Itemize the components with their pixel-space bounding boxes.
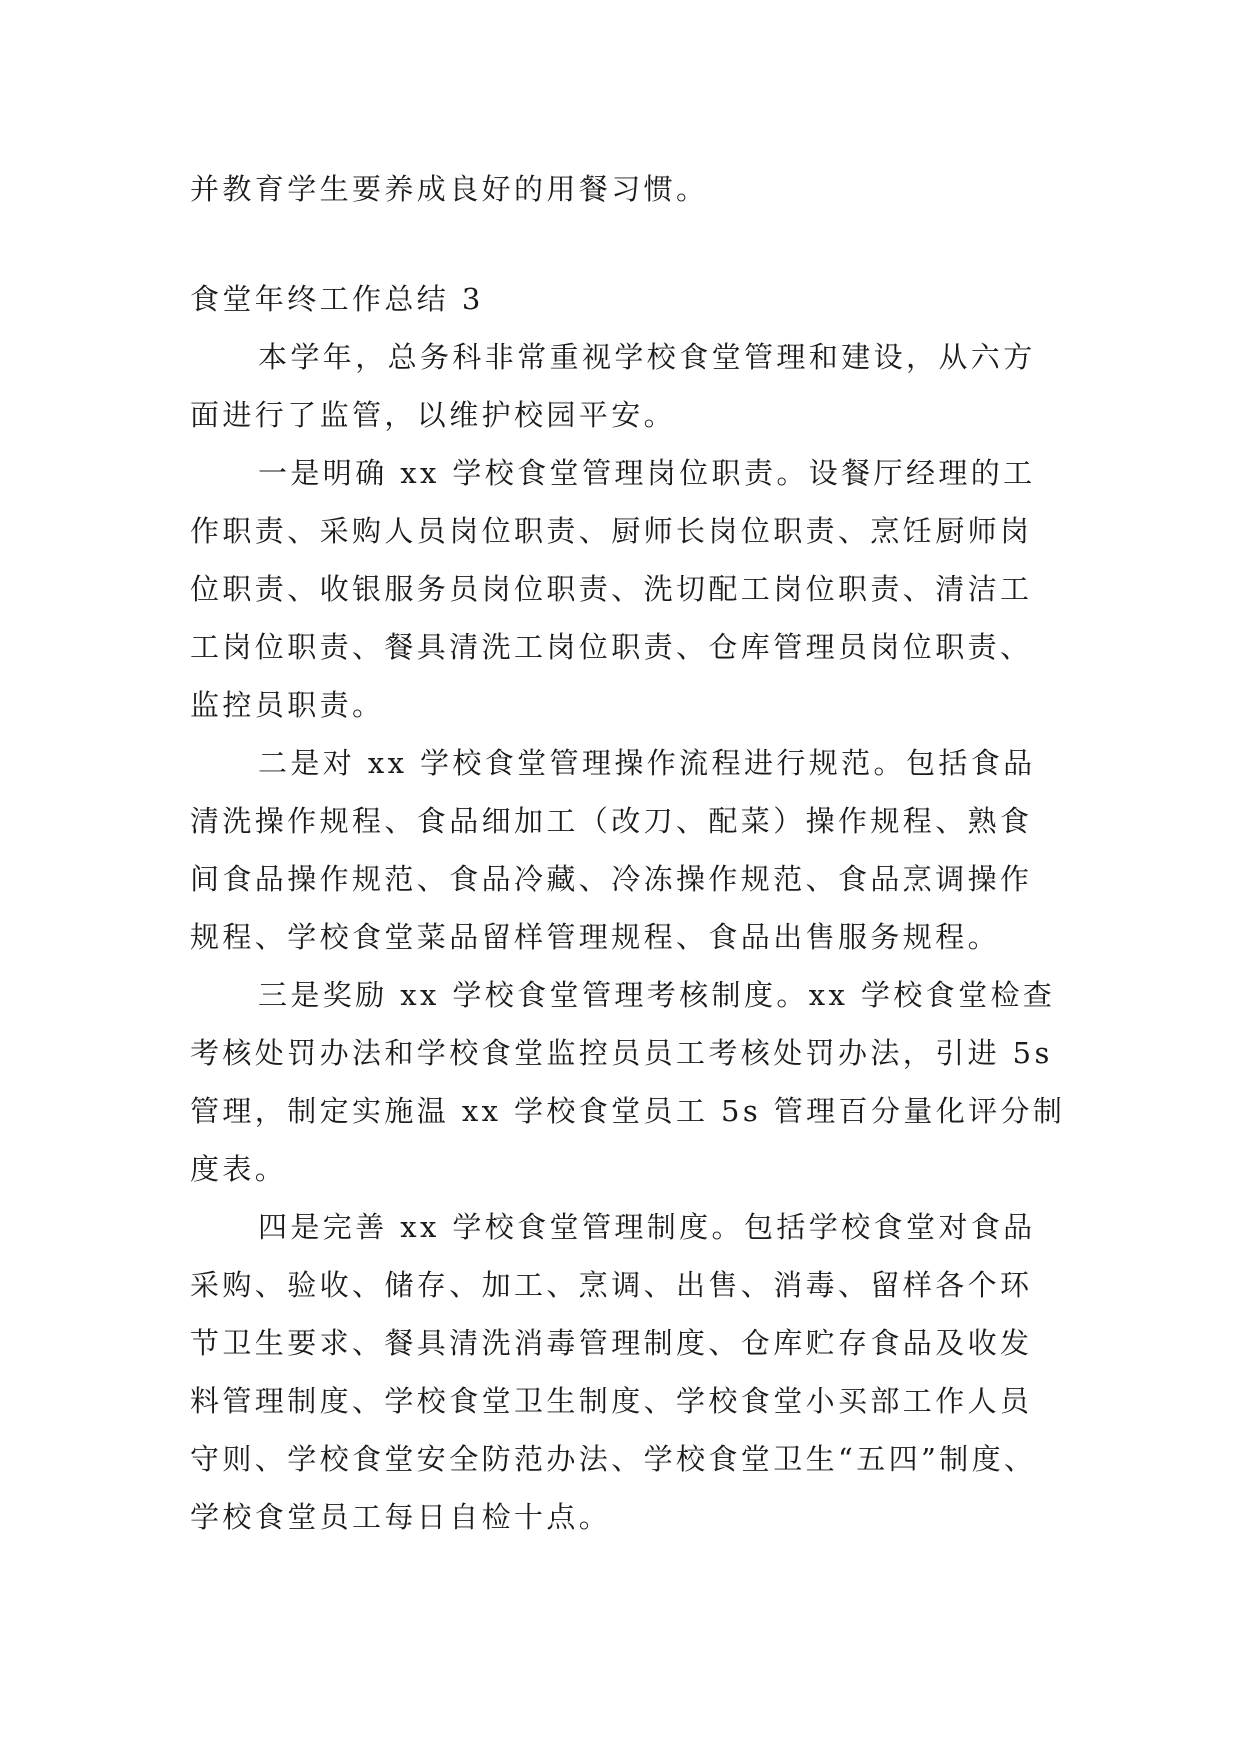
paragraph-line: 三是奖励 xx 学校食堂管理考核制度。xx 学校食堂检查 (258, 978, 1056, 1012)
paragraph-line: 二是对 xx 学校食堂管理操作流程进行规范。包括食品 (258, 746, 1036, 780)
paragraph-line: 度表。 (190, 1152, 288, 1186)
paragraph-procedures (190, 734, 1070, 966)
paragraph-line: 规程、学校食堂菜品留样管理规程、食品出售服务规程。 (190, 920, 1001, 954)
paragraph-line: 采购、验收、储存、加工、烹调、出售、消毒、留样各个环 (190, 1268, 1033, 1302)
section-title: 食堂年终工作总结 3 (190, 282, 484, 316)
paragraph-line: 四是完善 xx 学校食堂管理制度。包括学校食堂对食品 (258, 1210, 1036, 1244)
paragraph-assessment (190, 966, 1070, 1198)
paragraph-line: 面进行了监管，以维护校园平安。 (190, 398, 677, 432)
paragraph-line: 间食品操作规范、食品冷藏、冷冻操作规范、食品烹调操作 (190, 862, 1033, 896)
document-page (190, 160, 1070, 1546)
paragraph-management-system (190, 1198, 1070, 1546)
paragraph-line: 守则、学校食堂安全防范办法、学校食堂卫生“五四”制度、 (190, 1442, 1037, 1476)
paragraph-line: 工岗位职责、餐具清洗工岗位职责、仓库管理员岗位职责、 (190, 630, 1033, 664)
paragraph-line: 位职责、收银服务员岗位职责、洗切配工岗位职责、清洁工 (190, 572, 1033, 606)
paragraph-line: 一是明确 xx 学校食堂管理岗位职责。设餐厅经理的工 (258, 456, 1036, 490)
paragraph-line: 清洗操作规程、食品细加工（改刀、配菜）操作规程、熟食 (190, 804, 1033, 838)
paragraph-responsibilities (190, 444, 1070, 734)
paragraph-line: 考核处罚办法和学校食堂监控员员工考核处罚办法，引进 5s (190, 1036, 1053, 1070)
paragraph-line: 节卫生要求、餐具清洗消毒管理制度、仓库贮存食品及收发 (190, 1326, 1033, 1360)
paragraph-intro (190, 328, 1070, 444)
paragraph-line: 管理，制定实施温 xx 学校食堂员工 5s 管理百分量化评分制 (190, 1094, 1066, 1128)
opening-line: 并教育学生要养成良好的用餐习惯。 (190, 172, 709, 206)
paragraph-line: 本学年，总务科非常重视学校食堂管理和建设，从六方 (258, 340, 1036, 374)
paragraph-line: 监控员职责。 (190, 688, 385, 722)
paragraph-line: 作职责、采购人员岗位职责、厨师长岗位职责、烹饪厨师岗 (190, 514, 1033, 548)
paragraph-line: 料管理制度、学校食堂卫生制度、学校食堂小买部工作人员 (190, 1384, 1033, 1418)
paragraph-gap (190, 218, 1070, 270)
paragraph-line: 学校食堂员工每日自检十点。 (190, 1500, 612, 1534)
